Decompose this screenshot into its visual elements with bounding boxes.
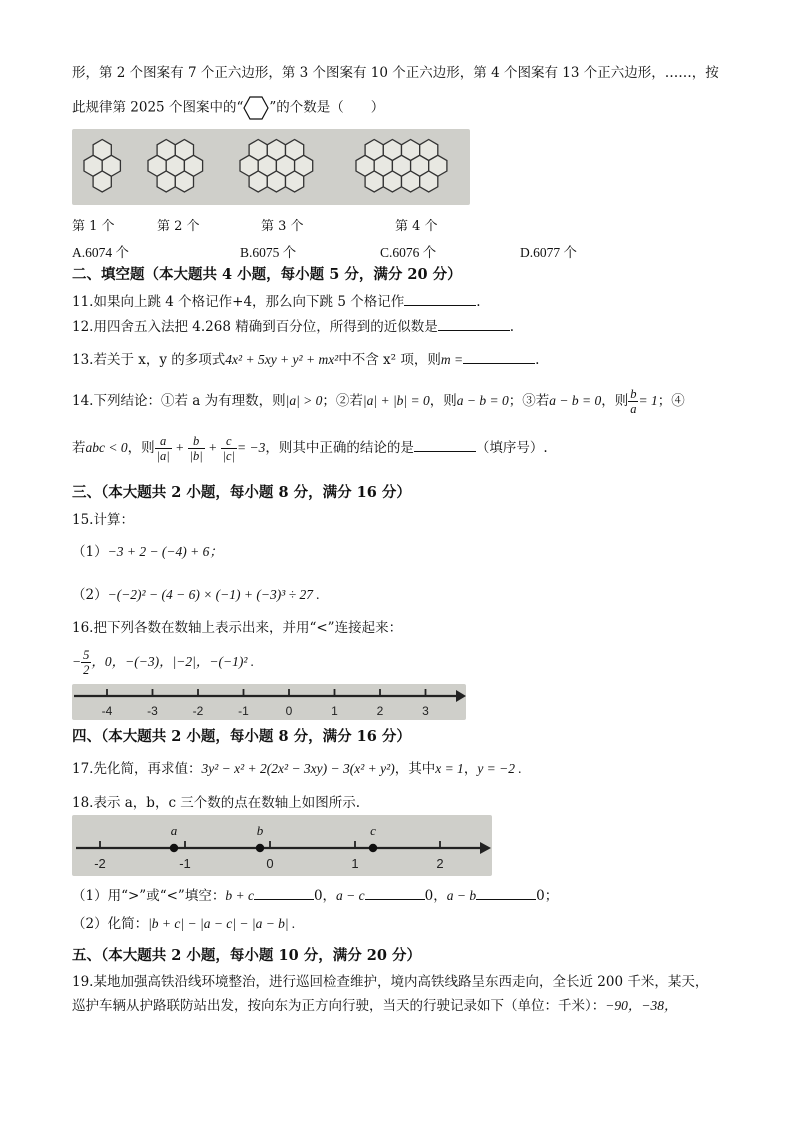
q18-tick-label-3: 1 [351,856,359,871]
q18-blank-1[interactable] [254,885,314,900]
hexagon-patterns-svg [72,129,470,205]
q14-fraction-b-over-a: $\frac{b}{a}$ [630,387,637,416]
hexagon-p4-bot-1 [383,171,401,192]
hexagon-p4-bot-0 [365,171,383,192]
q18-tick-label-2: 0 [266,856,274,871]
hexagon-p3-bot-1 [267,171,285,192]
q18-number-line-svg [72,815,492,876]
option-b: B.6075 个 [240,245,297,260]
q18-part2: （2）化简：|b + c| − |a − c| − |a − b| . [72,916,296,932]
q18-point-c [369,844,377,852]
section-5-title: 五、（本大题共 2 小题，每小题 10 分，满分 20 分） [72,947,421,964]
q16-title: 16.把下列各数在数轴上表示出来，并用“<”连接起来： [72,620,403,636]
q19-line2: 巡护车辆从护路联防站出发，按向东为正方向行驶，当天的行驶记录如下（单位：千米）：−90，−38， [72,998,678,1014]
q10-line2: 此规律第 2025 个图案中的“ ”的个数是（ ） [72,95,384,121]
q12: 12.用四舍五入法把 4.268 精确到百分位，所得到的近似数是 . [72,316,514,336]
q16-tick-label-1: -3 [147,704,158,718]
hexagon-patterns-figure [72,129,470,205]
q18-blank-3[interactable] [476,885,536,900]
q18-point-label-c: c [370,823,376,838]
q13-blank[interactable] [463,349,535,364]
q16-tick-label-0: -4 [101,704,113,718]
q11-blank[interactable] [404,291,476,306]
hexagon-icon [243,95,269,121]
hexagon-p3-bot-2 [286,171,304,192]
q18-blank-2[interactable] [365,885,425,900]
q18-point-b [256,844,264,852]
q18-point-a [170,844,178,852]
q16-fraction-5-over-2: $\frac{5}{2}$ [83,648,90,677]
q16-tick-label-7: 3 [422,704,429,718]
q15-part2: （2）−(−2)² − (4 − 6) × (−1) + (−3)³ ÷ 27 . [72,587,320,603]
q18-tick-label-1: -1 [179,856,191,871]
q16-tick-label-5: 1 [331,704,338,718]
q16-tick-label-4: 0 [285,704,293,718]
q14-fraction-b: $\frac{b}{|b|}$ [189,434,203,463]
q16-numbers: − $\frac{5}{2}$ ，0，−(−3)，|−2|，−(−1)² . [72,648,255,677]
q16-tick-label-6: 2 [376,704,384,718]
q12-blank[interactable] [438,316,510,331]
hexagon-p2-bot-1 [175,171,193,192]
pattern-label-1: 第 1 个 [72,219,115,234]
q14-line2: 若abc < 0，则 $\frac{a}{|a|}$ + $\frac{b}{|b|}$ + $\frac{c}{|c|}$ = −3，则其中正确的结论的是 （填序号）. [72,434,548,463]
pattern-label-3: 第 3 个 [261,219,304,234]
pattern-label-2: 第 2 个 [157,219,200,234]
hexagon-p3-bot-0 [249,171,267,192]
q18-tick-label-4: 2 [436,856,444,871]
q18-part1: （1）用“>”或“<”填空：b + c 0，a − c 0，a − b 0； [72,885,558,905]
q19-line1: 19.某地加强高铁沿线环境整治，进行巡回检查维护，境内高铁线路呈东西走向，全长近 200 千米，某天， [72,974,709,990]
q11: 11.如果向上跳 4 个格记作+4，那么向下跳 5 个格记作 . [72,291,481,311]
section-3-title: 三、（本大题共 2 小题，每小题 8 分，满分 16 分） [72,484,411,501]
option-a: A.6074 个 [72,245,129,260]
q17: 17.先化简，再求值：3y² − x² + 2(2x² − 3xy) − 3(x² + y²)，其中x = 1，y = −2 . [72,761,522,777]
q16-number-line-svg [72,684,466,720]
section-2-title: 二、填空题（本大题共 4 小题，每小题 5 分，满分 20 分） [72,266,462,283]
q13: 13.若关于 x，y 的多项式4x² + 5xy + y² + mx²中不含 x² 项，则m = . [72,349,539,369]
q18-point-label-b: b [256,823,264,838]
q16-number-line [72,684,466,720]
q14-line1: 14.下列结论：①若 a 为有理数，则|a| > 0；②若|a| + |b| = 0，则a − b = 0；③若a − b = 0，则 $\frac{b}{a}$ = 1；④ [72,387,685,416]
option-d: D.6077 个 [520,245,577,260]
hexagon-p4-bot-3 [420,171,438,192]
q14-blank[interactable] [414,437,476,452]
q18-point-label-a: a [170,823,178,838]
section-4-title: 四、（本大题共 2 小题，每小题 8 分，满分 16 分） [72,728,411,745]
q18-tick-label-0: -2 [94,856,106,871]
q16-tick-label-2: -2 [192,704,204,718]
q15-part1: （1）−3 + 2 − (−4) + 6； [72,544,223,560]
pattern-label-4: 第 4 个 [395,219,438,234]
hexagon-p4-bot-2 [402,171,420,192]
hexagon-p2-bot-0 [157,171,175,192]
hexagon-p1-bot-0 [93,171,111,192]
q18-title: 18.表示 a，b，c 三个数的点在数轴上如图所示. [72,795,361,811]
q16-tick-label-3: -1 [238,704,249,718]
q15-title: 15.计算： [72,512,134,528]
q14-fraction-c: $\frac{c}{|c|}$ [222,434,236,463]
q10-line1: 形，第 2 个图案有 7 个正六边形，第 3 个图案有 10 个正六边形，第 4 个图案有 13 个正六边形，……，按 [72,65,719,81]
q18-number-line [72,815,492,876]
q14-fraction-a: $\frac{a}{|a|}$ [156,434,170,463]
option-c: C.6076 个 [380,245,437,260]
